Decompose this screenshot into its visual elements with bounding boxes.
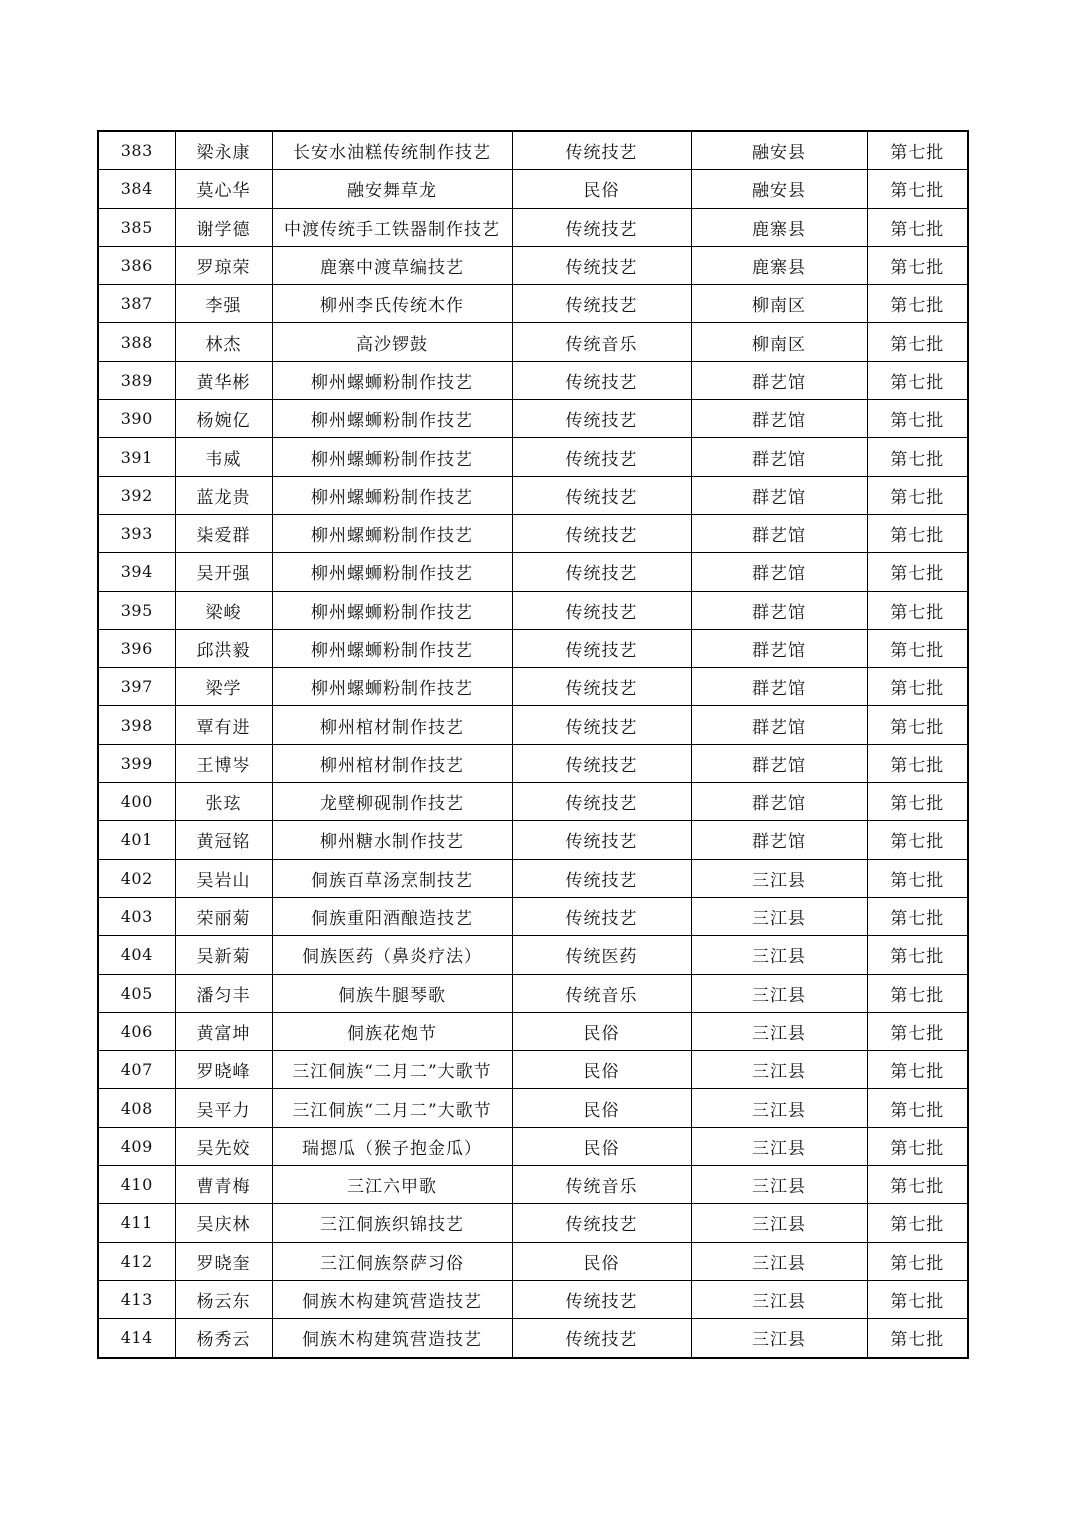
category-cell: 传统技艺	[512, 438, 691, 476]
inheritor-name-cell: 张玹	[175, 783, 272, 821]
inheritor-name-cell: 黄富坤	[175, 1012, 272, 1050]
table-row	[98, 859, 968, 897]
heritage-item-cell: 柳州螺蛳粉制作技艺	[272, 668, 512, 706]
table-row	[98, 361, 968, 399]
inheritor-name-cell: 覃有进	[175, 706, 272, 744]
area-cell: 群艺馆	[691, 629, 867, 667]
area-cell: 三江县	[691, 859, 867, 897]
batch-cell: 第七批	[867, 323, 968, 361]
inheritor-name-cell: 吴先姣	[175, 1127, 272, 1165]
area-cell: 群艺馆	[691, 706, 867, 744]
table-row	[98, 1051, 968, 1089]
inheritor-name-cell: 曹青梅	[175, 1166, 272, 1204]
inheritor-name-cell: 黄华彬	[175, 361, 272, 399]
area-cell: 群艺馆	[691, 438, 867, 476]
table-row	[98, 323, 968, 361]
category-cell: 民俗	[512, 1242, 691, 1280]
serial-number-cell: 396	[98, 629, 175, 667]
table-row	[98, 629, 968, 667]
category-cell: 传统技艺	[512, 400, 691, 438]
batch-cell: 第七批	[867, 1089, 968, 1127]
category-cell: 传统技艺	[512, 859, 691, 897]
category-cell: 传统音乐	[512, 974, 691, 1012]
serial-number-cell: 389	[98, 361, 175, 399]
batch-cell: 第七批	[867, 974, 968, 1012]
inheritor-name-cell: 柒爱群	[175, 514, 272, 552]
area-cell: 三江县	[691, 1242, 867, 1280]
heritage-item-cell: 柳州螺蛳粉制作技艺	[272, 514, 512, 552]
area-cell: 三江县	[691, 897, 867, 935]
batch-cell: 第七批	[867, 859, 968, 897]
table-row	[98, 1089, 968, 1127]
category-cell: 传统技艺	[512, 629, 691, 667]
area-cell: 群艺馆	[691, 514, 867, 552]
batch-cell: 第七批	[867, 1051, 968, 1089]
category-cell: 传统技艺	[512, 591, 691, 629]
area-cell: 三江县	[691, 1319, 867, 1358]
serial-number-cell: 392	[98, 476, 175, 514]
table-row	[98, 1319, 968, 1358]
category-cell: 传统技艺	[512, 553, 691, 591]
heritage-item-cell: 鹿寨中渡草编技艺	[272, 246, 512, 284]
category-cell: 传统技艺	[512, 246, 691, 284]
table-row	[98, 668, 968, 706]
serial-number-cell: 383	[98, 131, 175, 170]
batch-cell: 第七批	[867, 1127, 968, 1165]
inheritor-name-cell: 李强	[175, 285, 272, 323]
category-cell: 传统技艺	[512, 361, 691, 399]
table-row	[98, 1166, 968, 1204]
inheritor-name-cell: 罗晓峰	[175, 1051, 272, 1089]
batch-cell: 第七批	[867, 476, 968, 514]
table-row	[98, 514, 968, 552]
area-cell: 群艺馆	[691, 783, 867, 821]
inheritor-name-cell: 潘匀丰	[175, 974, 272, 1012]
heritage-item-cell: 柳州螺蛳粉制作技艺	[272, 438, 512, 476]
inheritor-name-cell: 莫心华	[175, 170, 272, 208]
serial-number-cell: 398	[98, 706, 175, 744]
table-row	[98, 783, 968, 821]
table-row	[98, 706, 968, 744]
category-cell: 传统技艺	[512, 285, 691, 323]
area-cell: 群艺馆	[691, 361, 867, 399]
batch-cell: 第七批	[867, 1280, 968, 1318]
inheritor-name-cell: 蓝龙贵	[175, 476, 272, 514]
area-cell: 三江县	[691, 1204, 867, 1242]
serial-number-cell: 394	[98, 553, 175, 591]
heritage-item-cell: 侗族重阳酒酿造技艺	[272, 897, 512, 935]
serial-number-cell: 391	[98, 438, 175, 476]
category-cell: 传统技艺	[512, 514, 691, 552]
table-row	[98, 285, 968, 323]
heritage-item-cell: 融安舞草龙	[272, 170, 512, 208]
batch-cell: 第七批	[867, 1204, 968, 1242]
area-cell: 鹿寨县	[691, 208, 867, 246]
serial-number-cell: 410	[98, 1166, 175, 1204]
heritage-item-cell: 三江六甲歌	[272, 1166, 512, 1204]
batch-cell: 第七批	[867, 246, 968, 284]
inheritor-name-cell: 吴庆林	[175, 1204, 272, 1242]
serial-number-cell: 397	[98, 668, 175, 706]
category-cell: 民俗	[512, 1089, 691, 1127]
batch-cell: 第七批	[867, 553, 968, 591]
serial-number-cell: 414	[98, 1319, 175, 1358]
batch-cell: 第七批	[867, 1166, 968, 1204]
table-row	[98, 438, 968, 476]
category-cell: 传统技艺	[512, 783, 691, 821]
area-cell: 群艺馆	[691, 553, 867, 591]
table-row	[98, 1012, 968, 1050]
serial-number-cell: 413	[98, 1280, 175, 1318]
category-cell: 传统技艺	[512, 1319, 691, 1358]
serial-number-cell: 384	[98, 170, 175, 208]
area-cell: 群艺馆	[691, 668, 867, 706]
table-row	[98, 591, 968, 629]
category-cell: 传统技艺	[512, 897, 691, 935]
category-cell: 传统技艺	[512, 208, 691, 246]
category-cell: 传统医药	[512, 936, 691, 974]
inheritor-name-cell: 黄冠铭	[175, 821, 272, 859]
batch-cell: 第七批	[867, 897, 968, 935]
category-cell: 传统技艺	[512, 1204, 691, 1242]
heritage-item-cell: 柳州糖水制作技艺	[272, 821, 512, 859]
serial-number-cell: 407	[98, 1051, 175, 1089]
category-cell: 传统音乐	[512, 1166, 691, 1204]
inheritor-name-cell: 荣丽菊	[175, 897, 272, 935]
area-cell: 柳南区	[691, 285, 867, 323]
batch-cell: 第七批	[867, 170, 968, 208]
area-cell: 三江县	[691, 1089, 867, 1127]
table-row	[98, 131, 968, 170]
inheritor-name-cell: 吴岩山	[175, 859, 272, 897]
inheritor-name-cell: 谢学德	[175, 208, 272, 246]
serial-number-cell: 399	[98, 744, 175, 782]
batch-cell: 第七批	[867, 285, 968, 323]
table-row	[98, 936, 968, 974]
table-row	[98, 400, 968, 438]
area-cell: 三江县	[691, 1127, 867, 1165]
inheritor-name-cell: 杨云东	[175, 1280, 272, 1318]
table-row	[98, 897, 968, 935]
category-cell: 传统技艺	[512, 1280, 691, 1318]
batch-cell: 第七批	[867, 821, 968, 859]
area-cell: 群艺馆	[691, 476, 867, 514]
inheritor-table	[97, 130, 969, 1359]
inheritor-name-cell: 杨婉亿	[175, 400, 272, 438]
heritage-item-cell: 柳州棺材制作技艺	[272, 706, 512, 744]
table-row	[98, 208, 968, 246]
serial-number-cell: 393	[98, 514, 175, 552]
inheritor-name-cell: 罗琼荣	[175, 246, 272, 284]
table-row	[98, 553, 968, 591]
serial-number-cell: 401	[98, 821, 175, 859]
table-row	[98, 821, 968, 859]
table-row	[98, 1242, 968, 1280]
table-row	[98, 744, 968, 782]
inheritor-name-cell: 罗晓奎	[175, 1242, 272, 1280]
category-cell: 传统技艺	[512, 744, 691, 782]
inheritor-name-cell: 吴新菊	[175, 936, 272, 974]
inheritor-name-cell: 王博岑	[175, 744, 272, 782]
heritage-item-cell: 侗族木构建筑营造技艺	[272, 1319, 512, 1358]
area-cell: 三江县	[691, 1012, 867, 1050]
category-cell: 传统技艺	[512, 821, 691, 859]
area-cell: 三江县	[691, 1166, 867, 1204]
table-row	[98, 170, 968, 208]
heritage-item-cell: 柳州螺蛳粉制作技艺	[272, 629, 512, 667]
serial-number-cell: 411	[98, 1204, 175, 1242]
inheritor-name-cell: 梁学	[175, 668, 272, 706]
heritage-item-cell: 三江侗族“二月二”大歌节	[272, 1089, 512, 1127]
serial-number-cell: 409	[98, 1127, 175, 1165]
inheritor-name-cell: 梁峻	[175, 591, 272, 629]
batch-cell: 第七批	[867, 783, 968, 821]
inheritor-name-cell: 吴平力	[175, 1089, 272, 1127]
batch-cell: 第七批	[867, 668, 968, 706]
heritage-item-cell: 中渡传统手工铁器制作技艺	[272, 208, 512, 246]
serial-number-cell: 402	[98, 859, 175, 897]
batch-cell: 第七批	[867, 744, 968, 782]
batch-cell: 第七批	[867, 514, 968, 552]
heritage-item-cell: 柳州棺材制作技艺	[272, 744, 512, 782]
heritage-item-cell: 三江侗族祭萨习俗	[272, 1242, 512, 1280]
heritage-item-cell: 柳州螺蛳粉制作技艺	[272, 591, 512, 629]
table-row	[98, 1127, 968, 1165]
area-cell: 融安县	[691, 170, 867, 208]
serial-number-cell: 412	[98, 1242, 175, 1280]
serial-number-cell: 403	[98, 897, 175, 935]
inheritor-name-cell: 林杰	[175, 323, 272, 361]
category-cell: 传统技艺	[512, 706, 691, 744]
batch-cell: 第七批	[867, 591, 968, 629]
heritage-item-cell: 三江侗族“二月二”大歌节	[272, 1051, 512, 1089]
table-row	[98, 476, 968, 514]
table-row	[98, 1280, 968, 1318]
area-cell: 三江县	[691, 1051, 867, 1089]
batch-cell: 第七批	[867, 208, 968, 246]
batch-cell: 第七批	[867, 1319, 968, 1358]
area-cell: 融安县	[691, 131, 867, 170]
serial-number-cell: 390	[98, 400, 175, 438]
batch-cell: 第七批	[867, 400, 968, 438]
table-row	[98, 246, 968, 284]
heritage-item-cell: 瑞摁瓜（猴子抱金瓜）	[272, 1127, 512, 1165]
serial-number-cell: 395	[98, 591, 175, 629]
area-cell: 三江县	[691, 974, 867, 1012]
category-cell: 传统技艺	[512, 476, 691, 514]
heritage-item-cell: 侗族木构建筑营造技艺	[272, 1280, 512, 1318]
serial-number-cell: 406	[98, 1012, 175, 1050]
heritage-item-cell: 柳州螺蛳粉制作技艺	[272, 361, 512, 399]
category-cell: 传统技艺	[512, 668, 691, 706]
area-cell: 三江县	[691, 936, 867, 974]
batch-cell: 第七批	[867, 629, 968, 667]
area-cell: 群艺馆	[691, 821, 867, 859]
serial-number-cell: 400	[98, 783, 175, 821]
serial-number-cell: 408	[98, 1089, 175, 1127]
serial-number-cell: 387	[98, 285, 175, 323]
batch-cell: 第七批	[867, 361, 968, 399]
category-cell: 传统音乐	[512, 323, 691, 361]
category-cell: 民俗	[512, 170, 691, 208]
serial-number-cell: 404	[98, 936, 175, 974]
batch-cell: 第七批	[867, 1012, 968, 1050]
inheritor-name-cell: 杨秀云	[175, 1319, 272, 1358]
category-cell: 传统技艺	[512, 131, 691, 170]
heritage-item-cell: 柳州螺蛳粉制作技艺	[272, 400, 512, 438]
heritage-item-cell: 柳州李氏传统木作	[272, 285, 512, 323]
inheritor-name-cell: 吴开强	[175, 553, 272, 591]
heritage-item-cell: 高沙锣鼓	[272, 323, 512, 361]
heritage-item-cell: 三江侗族织锦技艺	[272, 1204, 512, 1242]
serial-number-cell: 386	[98, 246, 175, 284]
area-cell: 群艺馆	[691, 744, 867, 782]
serial-number-cell: 385	[98, 208, 175, 246]
heritage-item-cell: 长安水油糕传统制作技艺	[272, 131, 512, 170]
area-cell: 三江县	[691, 1280, 867, 1318]
table-row	[98, 974, 968, 1012]
heritage-item-cell: 侗族医药（鼻炎疗法）	[272, 936, 512, 974]
batch-cell: 第七批	[867, 936, 968, 974]
category-cell: 民俗	[512, 1012, 691, 1050]
inheritor-name-cell: 邱洪毅	[175, 629, 272, 667]
category-cell: 民俗	[512, 1127, 691, 1165]
heritage-item-cell: 柳州螺蛳粉制作技艺	[272, 476, 512, 514]
category-cell: 民俗	[512, 1051, 691, 1089]
heritage-item-cell: 龙壁柳砚制作技艺	[272, 783, 512, 821]
serial-number-cell: 405	[98, 974, 175, 1012]
area-cell: 群艺馆	[691, 591, 867, 629]
batch-cell: 第七批	[867, 706, 968, 744]
heritage-item-cell: 侗族花炮节	[272, 1012, 512, 1050]
table-body	[98, 131, 968, 1358]
area-cell: 群艺馆	[691, 400, 867, 438]
inheritor-name-cell: 梁永康	[175, 131, 272, 170]
heritage-item-cell: 侗族牛腿琴歌	[272, 974, 512, 1012]
heritage-item-cell: 侗族百草汤烹制技艺	[272, 859, 512, 897]
area-cell: 柳南区	[691, 323, 867, 361]
table-row	[98, 1204, 968, 1242]
batch-cell: 第七批	[867, 1242, 968, 1280]
inheritor-name-cell: 韦威	[175, 438, 272, 476]
batch-cell: 第七批	[867, 131, 968, 170]
heritage-item-cell: 柳州螺蛳粉制作技艺	[272, 553, 512, 591]
area-cell: 鹿寨县	[691, 246, 867, 284]
batch-cell: 第七批	[867, 438, 968, 476]
serial-number-cell: 388	[98, 323, 175, 361]
